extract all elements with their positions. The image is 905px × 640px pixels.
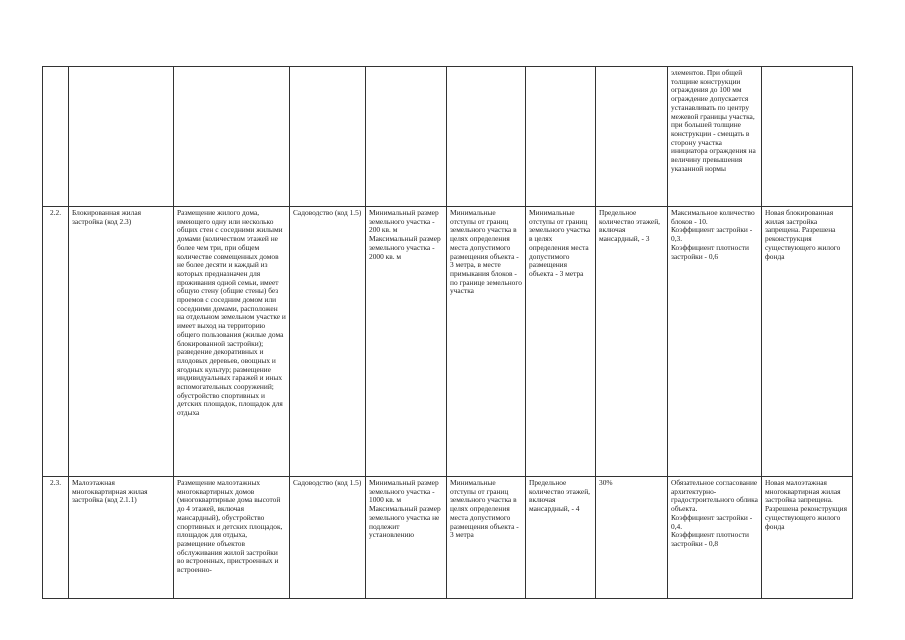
table-row	[43, 67, 853, 207]
row-number: 2.3.	[43, 477, 69, 599]
floor-limits: 30%	[596, 477, 668, 599]
floor-limits	[596, 67, 668, 207]
zone-name: Малоэтажная многоквартирная жилая застройка (код 2.1.1)	[69, 477, 174, 599]
row-number	[43, 67, 69, 207]
use-description: Размещение малоэтажных многоквартирных домов (многоквартирные дома высотой до 4 этажей, включая мансардный), обустройство спортивных и детских площадок, площадок для отдыха, размещение объектов обслуживания жилой застройки во встроенных, пристроенных и встроенно-	[174, 477, 290, 599]
remarks: Новая блокированная жилая застройка запрещена. Разрешена реконструкция существующего жилого фонда	[762, 207, 853, 477]
setback-limits-alt: Предельное количество этажей, включая мансардный, - 4	[526, 477, 596, 599]
setback-limits-alt	[526, 67, 596, 207]
regulations-table	[42, 66, 853, 599]
setback-limits-alt: Минимальные отступы от границ земельного участка в целях определения места допустимого размещения объекта - 3 метра	[526, 207, 596, 477]
setback-limits: Минимальные отступы от границ земельного участка в целях определения места допустимого размещения объекта - 3 метра	[447, 477, 526, 599]
row-number: 2.2.	[43, 207, 69, 477]
activity-type	[290, 67, 366, 207]
activity-type: Садоводство (код 1.5)	[290, 477, 366, 599]
lot-size-limits: Минимальный размер земельного участка - 200 кв. м Максимальный размер земельного участка - 2000 кв. м	[366, 207, 447, 477]
table-row	[43, 207, 853, 477]
lot-size-limits: Минимальный размер земельного участка - 1000 кв. м Максимальный размер земельного участка не подлежит установлению	[366, 477, 447, 599]
lot-size-limits	[366, 67, 447, 207]
remarks	[762, 67, 853, 207]
table-row	[43, 477, 853, 599]
use-description: Размещение жилого дома, имеющего одну или несколько общих стен с соседними жилыми домами (количеством этажей не более чем три, при общем количестве совмещенных домов не более десяти и каждый из которых предназначен для проживания одной семьи, имеет общую стену (общие стены) без проемов с соседним домом или соседними домами, расположен на отдельном земельном участке и имеет выход на территорию общего пользования (жилые дома блокированной застройки); разведение декоративных и плодовых деревьев, овощных и ягодных культур; размещение индивидуальных гаражей и иных вспомогательных сооружений; обустройство спортивных и детских площадок, площадок для отдыха	[174, 207, 290, 477]
additional-requirements: элементов. При общей толщине конструкции ограждения до 100 мм ограждение допускается устанавливать по центру межевой границы участка, при большей толщине конструкции - смещать в сторону участка инициатора ограждения на величину превышения указанной нормы	[668, 67, 762, 207]
zone-name	[69, 67, 174, 207]
use-description	[174, 67, 290, 207]
remarks: Новая малоэтажная многоквартирная жилая застройка запрещена. Разрешена реконструкция существующего жилого фонда	[762, 477, 853, 599]
floor-limits: Предельное количество этажей, включая мансардный, - 3	[596, 207, 668, 477]
setback-limits	[447, 67, 526, 207]
additional-requirements: Максимальное количество блоков - 10. Коэффициент застройки - 0,3. Коэффициент плотности застройки - 0,6	[668, 207, 762, 477]
activity-type: Садоводство (код 1.5)	[290, 207, 366, 477]
additional-requirements: Обязательное согласование архитектурно-градостроительного облика объекта. Коэффициент застройки - 0,4. Коэффициент плотности застройки - 0,8	[668, 477, 762, 599]
setback-limits: Минимальные отступы от границ земельного участка в целях определения места допустимого размещения объекта - 3 метра, в месте примыкания блоков - по границе земельного участка	[447, 207, 526, 477]
zone-name: Блокированная жилая застройка (код 2.3)	[69, 207, 174, 477]
